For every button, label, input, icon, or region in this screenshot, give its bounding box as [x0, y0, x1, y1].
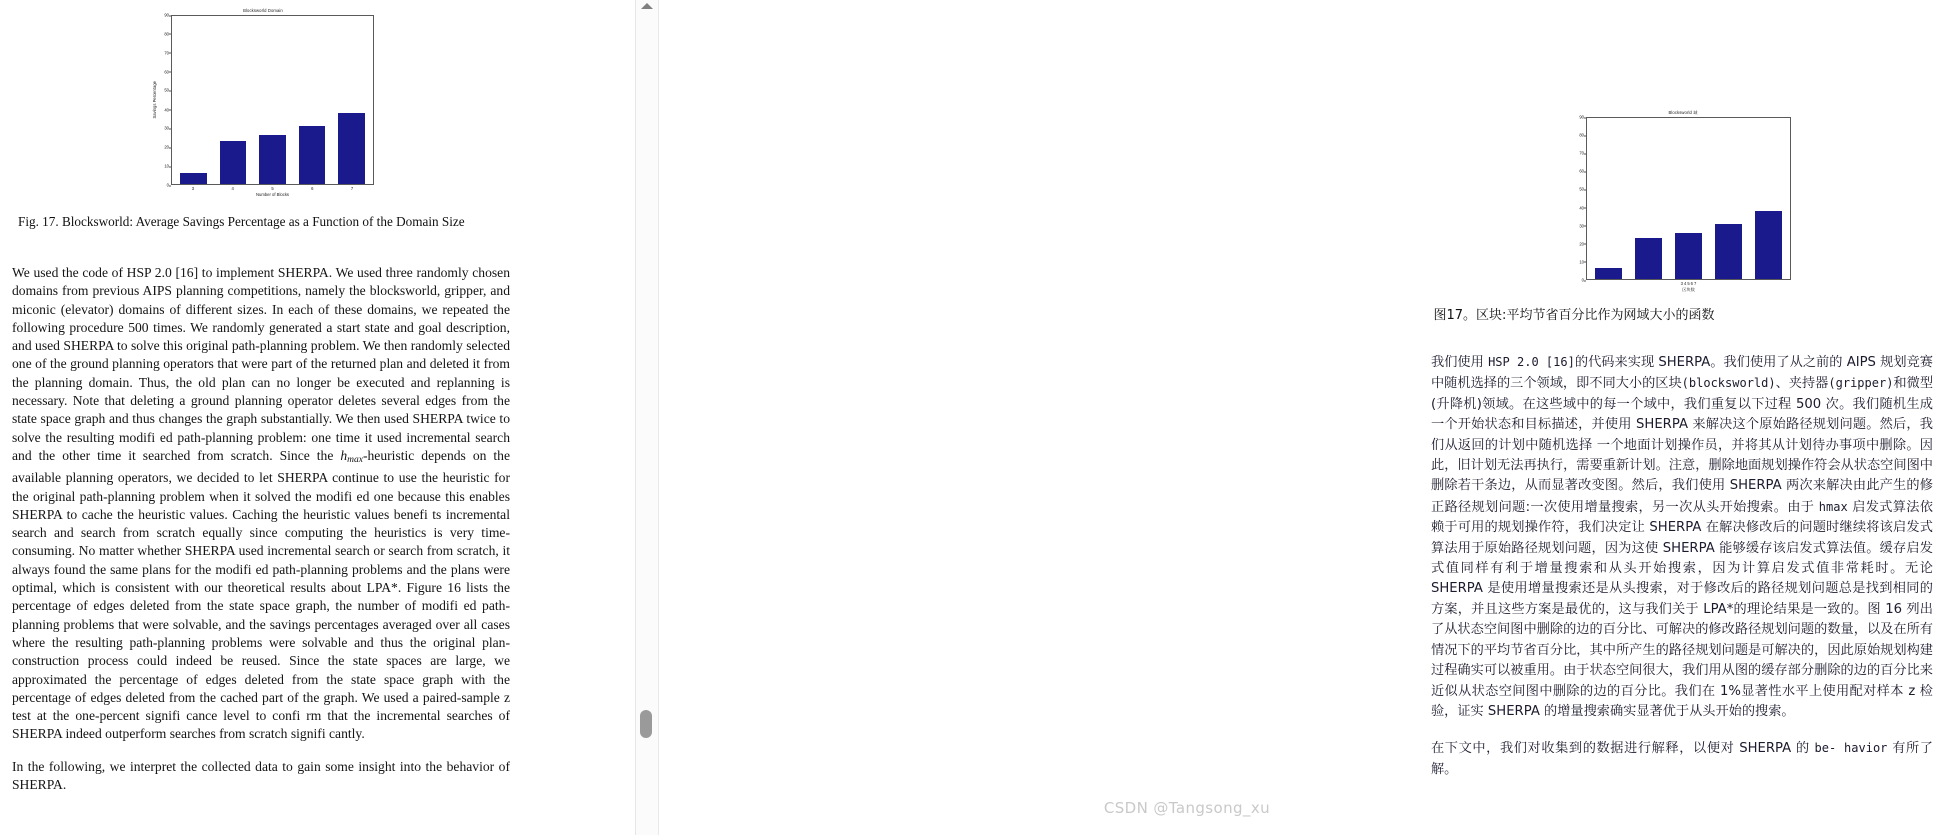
y-tick: 10: [1579, 259, 1584, 265]
source-body-text: [12, 264, 510, 794]
chart-x-axis-ticks: [1586, 280, 1791, 287]
csdn-watermark: CSDN @Tangsong_xu: [1103, 799, 1270, 817]
chart-bar-series: [172, 16, 373, 184]
scroll-up-arrow-icon[interactable]: [641, 3, 653, 9]
y-tick: 0: [166, 182, 169, 188]
y-tick: 10: [164, 163, 169, 169]
bar: [180, 173, 207, 184]
source-document-pane[interactable]: [0, 0, 635, 835]
bar: [220, 141, 247, 184]
chart-x-axis-label: Number of Blocks: [255, 192, 290, 197]
y-tick: 50: [164, 87, 169, 93]
chart-x-axis-label: 区块数: [1682, 287, 1695, 292]
bar: [338, 113, 365, 184]
chart-y-axis-ticks: [1575, 114, 1586, 283]
y-tick: 30: [1579, 223, 1584, 229]
y-tick: 40: [164, 107, 169, 113]
translation-pane[interactable]: [659, 0, 1933, 835]
x-tick: 6: [311, 186, 314, 191]
chart-x-axis-ticks: [171, 185, 374, 192]
x-tick: 4: [1683, 281, 1687, 286]
y-tick: 90: [164, 12, 169, 18]
y-tick: 70: [1579, 150, 1584, 156]
figure-caption-original: Fig. 17. Blocksworld: Average Savings Percentage as a Function of the Domain Size: [18, 214, 465, 229]
bar: [1755, 211, 1782, 279]
bar: [1715, 224, 1742, 279]
chart-title: Blocksworld 域: [1668, 110, 1698, 115]
chart-title: Blocksworld Domain: [243, 8, 283, 13]
vertical-scrollbar[interactable]: [635, 0, 659, 835]
y-tick: 80: [1579, 132, 1584, 138]
bar: [1635, 238, 1662, 279]
y-tick: 30: [164, 125, 169, 131]
blocksworld-bar-chart-translated: [1575, 110, 1791, 293]
y-tick: 20: [1579, 241, 1584, 247]
bar: [259, 135, 286, 184]
y-tick: 0: [1581, 277, 1584, 283]
y-tick: 90: [1579, 114, 1584, 120]
figure-17-translated: [1575, 110, 1791, 293]
x-tick: 5: [1687, 281, 1690, 286]
x-tick: 7: [1694, 281, 1697, 286]
y-tick: 60: [1579, 168, 1584, 174]
x-tick: 5: [271, 186, 274, 191]
y-tick: 20: [164, 144, 169, 150]
x-tick: 6: [1690, 281, 1693, 286]
x-tick: 7: [350, 186, 354, 191]
chart-bar-series: [1587, 118, 1790, 279]
chart-plot-area: [171, 15, 374, 185]
paragraph: We used the code of HSP 2.0 [16] to implement SHERPA. We used three randomly chosen domains from previous AIPS planning competitions, namely the blocksworld, gripper, and miconic (elevator) domains of different sizes. In each of these domains, we repeated the following procedure 500 times. We randomly generated a start state and goal description, and used SHERPA to solve this original path-planning problem. We then randomly selected one of the ground planning operators that were part of the returned plan and deleted it from the planning domain. Thus, the old plan can no longer be executed and replanning is necessary. Note that deleting a ground planning operator deletes several edges from the state space graph and thus changes the graph substantially. We then used SHERPA twice to solve the resulting modifi ed path-planning problem: one time it used incremental search and the other time it searched from scratch. Since the $h_{max}$-heuristic depends on the available planning operators, we decided to let SHERPA continue to use the heuristic for the original path-planning problem when it solved the modifi ed one because this enables SHERPA to cache the heuristic values. Caching the heuristic values benefi ts incremental search and search from scratch equally since computing the heuristics is very time-consuming. No matter whether SHERPA used incremental search or search from scratch, it always found the same plans for the modifi ed path-planning problems and the plans were optimal, which is consistent with our theoretical results about LPA*. Figure 16 lists the percentage of edges deleted from the state space graph, the number of modifi ed path-planning problems that were solvable, and the savings percentages averaged over all cases where the resulting path-planning problems were solvable and thus the original plan-construction process could indeed be reused. Since the state spaces are large, we approximated the percentage of edges deleted from the state space graph with the percentage of edges deleted from the cached part of the graph. We used a paired-sample z test at the one-percent signifi cance level to confi rm that the incremental searches of SHERPA indeed outperform searches from scratch signifi cantly.: [12, 265, 511, 742]
chart-y-axis-label: Savings Percentage: [152, 81, 157, 119]
chart-y-axis-ticks: [160, 12, 171, 188]
y-tick: 70: [164, 50, 169, 56]
blocksworld-bar-chart-original: [152, 8, 374, 198]
paragraph: 我们使用 HSP 2.0 [16]的代码来实现 SHERPA。我们使用了从之前的 AIPS 规划竞赛中随机选择的三个领域，即不同大小的区块(blocksworld)、夹持器(gripper)和微型(升降机)领域。在这些域中的每一个域中，我们重复以下过程 500 次。我们随机生成一个开始状态和目标描述，并使用 SHERPA 来解决这个原始路径规划问题。然后，我们从返回的计划中随机选择 一个地面计划操作员，并将其从计划待办事项中删除。因此，旧计划无法再执行，需要重新计划。注意，删除地面规划操作符会从状态空间图中删除若干条边，从而显著改变图。然后，我们使用 SHERPA 两次来解决由此产生的修正路径规划问题:一次使用增量搜索，另一次从头开始搜索。由于 hmax 启发式算法依赖于可用的规划操作符，我们决定让 SHERPA 在解决修改后的问题时继续将该启发式算法用于原始路径规划问题，因为这使 SHERPA 能够缓存该启发式算法值。缓存启发式值同样有利于增量搜索和从头开始搜索，因为计算启发式值非常耗时。无论 SHERPA 是使用增量搜索还是从头搜索，对于修改后的路径规划问题总是找到相同的方案，并且这些方案是最优的，这与我们关于 LPA*的理论结果是一致的。图 16 列出了从状态空间图中删除的边的百分比、可解决的修改路径规划问题的数量，以及在所有情况下的平均节省百分比，其中所产生的路径规划问题是可解决的，因此原始规划构建过程确实可以被重用。由于状态空间很大，我们用从图的缓存部分删除的边的百分比来近似从状态空间图中删除的边的百分比。我们在 1%显著性水平上使用配对样本 z 检验，证实 SHERPA 的增量搜索确实显著优于从头开始的搜索。: [1430, 355, 1933, 719]
paragraph: 在下文中，我们对收集到的数据进行解释，以便对 SHERPA 的 be- havior 有所了解。: [1430, 741, 1933, 777]
x-tick: 3: [1680, 281, 1683, 286]
y-tick: 40: [1579, 205, 1584, 211]
x-tick: 3: [191, 186, 195, 191]
bar: [1675, 233, 1702, 280]
figure-caption-translated: 图17。区块:平均节省百分比作为网域大小的函数: [1433, 308, 1715, 323]
y-tick: 60: [164, 69, 169, 75]
scrollbar-thumb[interactable]: [640, 710, 652, 738]
paragraph: In the following, we interpret the collected data to gain some insight into the behavior of SHERPA.: [12, 758, 510, 793]
figure-17-original: [152, 8, 374, 198]
y-tick: 50: [1579, 186, 1584, 192]
translated-body-text: [1431, 352, 1933, 780]
bar: [1595, 268, 1622, 279]
x-tick: 4: [231, 186, 234, 191]
bar: [299, 126, 326, 184]
y-tick: 80: [164, 31, 169, 37]
chart-plot-area: [1586, 117, 1791, 280]
